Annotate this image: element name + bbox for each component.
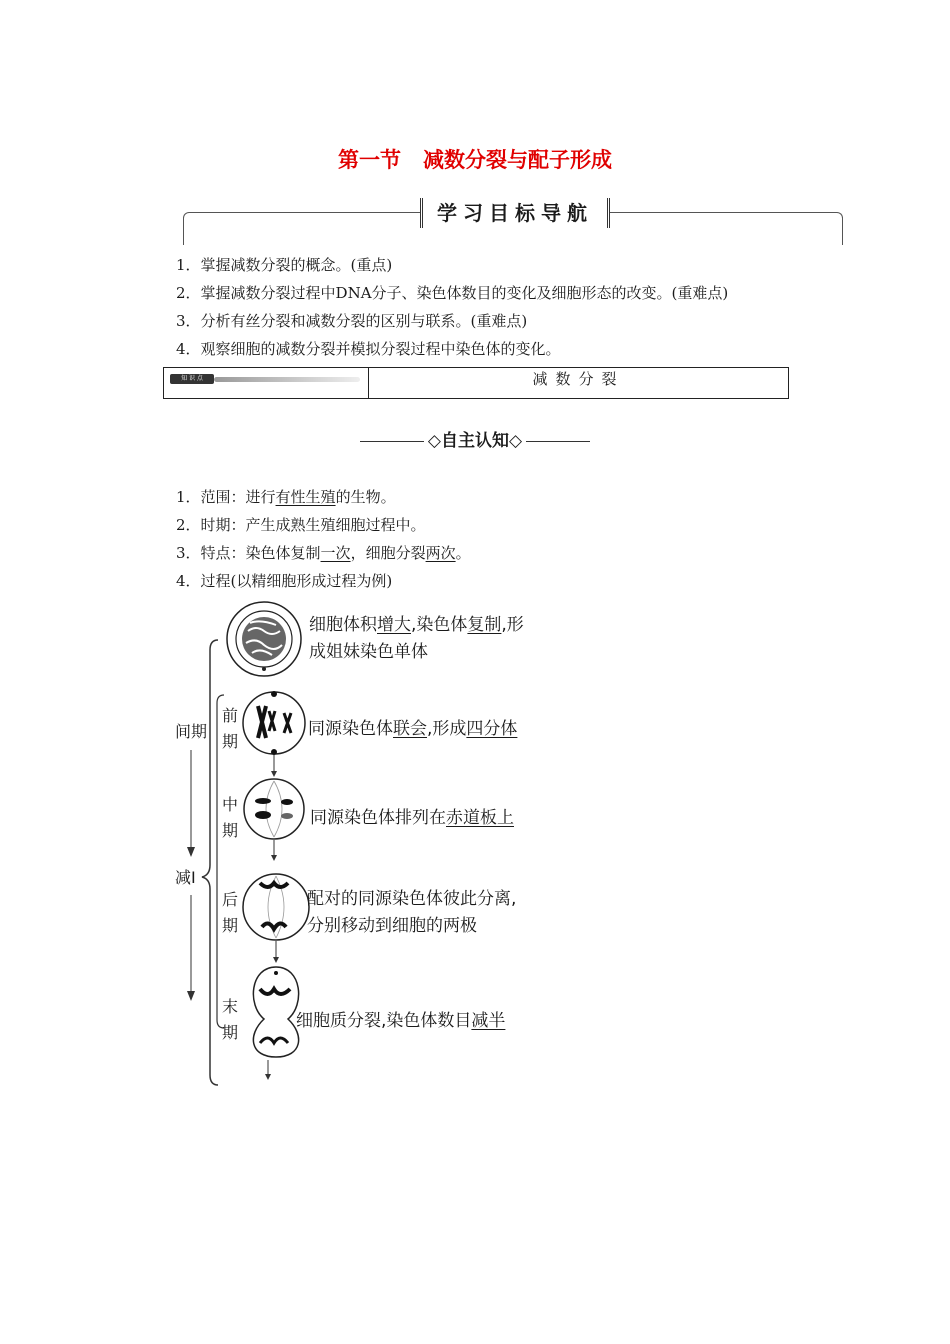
stage-desc-telophase: 细胞质分裂,染色体数目减半 [296, 1011, 506, 1031]
knowledge-tag-label: 知 识 点 [170, 374, 214, 384]
answer-underline: 减半 [471, 1011, 506, 1031]
interphase-label: 间期 [175, 722, 208, 741]
knowledge-heading: 减数分裂 [532, 370, 625, 388]
telophase-cell [253, 967, 298, 1057]
stage-desc-anaphase: 配对的同源染色体彼此分离, 分别移动到细胞的两极 [307, 889, 517, 936]
answer-underline: 四分体 [466, 719, 518, 739]
list-item: 1．范围：进行有性生殖的生物。 [176, 488, 396, 506]
banner-title: 学习目标导航 [420, 198, 610, 228]
objective-item: 2．掌握减数分裂过程中DNA分子、染色体数目的变化及细胞形态的改变。(重难点) [176, 284, 729, 302]
prophase-cell [243, 691, 305, 755]
section-name: 减数分裂与配子形成 [423, 148, 612, 172]
brace-outer [202, 640, 218, 1085]
objective-item: 3．分析有丝分裂和减数分裂的区别与联系。(重难点) [176, 312, 528, 330]
objective-item: 4．观察细胞的减数分裂并模拟分裂过程中染色体的变化。 [176, 340, 561, 358]
stage-label-metaphase: 中期 [222, 795, 239, 840]
interphase-cell [227, 602, 301, 676]
rule-left [360, 441, 424, 442]
answer-underline: 联会 [393, 719, 427, 739]
answer-underline: 增大 [377, 615, 411, 635]
stage-label-telophase: 末期 [222, 997, 239, 1042]
objective-item: 1．掌握减数分裂的概念。(重点) [176, 256, 393, 274]
anaphase-cell [243, 874, 309, 940]
list-item: 3．特点：染色体复制一次，细胞分裂两次。 [176, 544, 471, 562]
section-title [0, 426, 950, 451]
stage-desc-metaphase: 同源染色体排列在赤道板上 [310, 808, 514, 828]
stage-label-prophase: 前期 [222, 706, 239, 751]
section-number: 第一节 [338, 148, 401, 172]
rule-right [526, 441, 590, 442]
arrow-head [187, 991, 195, 1001]
list-item: 2．时期：产生成熟生殖细胞过程中。 [176, 516, 426, 534]
stage-desc-prophase: 同源染色体联会,形成四分体 [308, 719, 518, 739]
arrow-head [187, 847, 195, 857]
answer-underline: 有性生殖 [275, 488, 336, 506]
knowledge-tag-bar [214, 377, 360, 382]
answer-underline: 一次 [320, 544, 351, 562]
answer-underline: 两次 [425, 544, 456, 562]
section-title-text: ◇自主认知◇ [427, 431, 523, 451]
stage-label-anaphase: 后期 [222, 890, 239, 935]
page-title [0, 144, 950, 174]
answer-underline: 赤道板上 [446, 808, 514, 828]
metaphase-cell [244, 779, 304, 839]
list-item: 4．过程(以精细胞形成过程为例) [176, 572, 393, 590]
meiosis-i-label: 减Ⅰ [175, 868, 196, 887]
knowledge-tag [164, 368, 369, 398]
stage-desc-interphase: 细胞体积增大,染色体复制,形 成姐妹染色单体 [309, 615, 524, 662]
answer-underline: 复制 [467, 615, 502, 635]
knowledge-point-box [163, 367, 789, 399]
